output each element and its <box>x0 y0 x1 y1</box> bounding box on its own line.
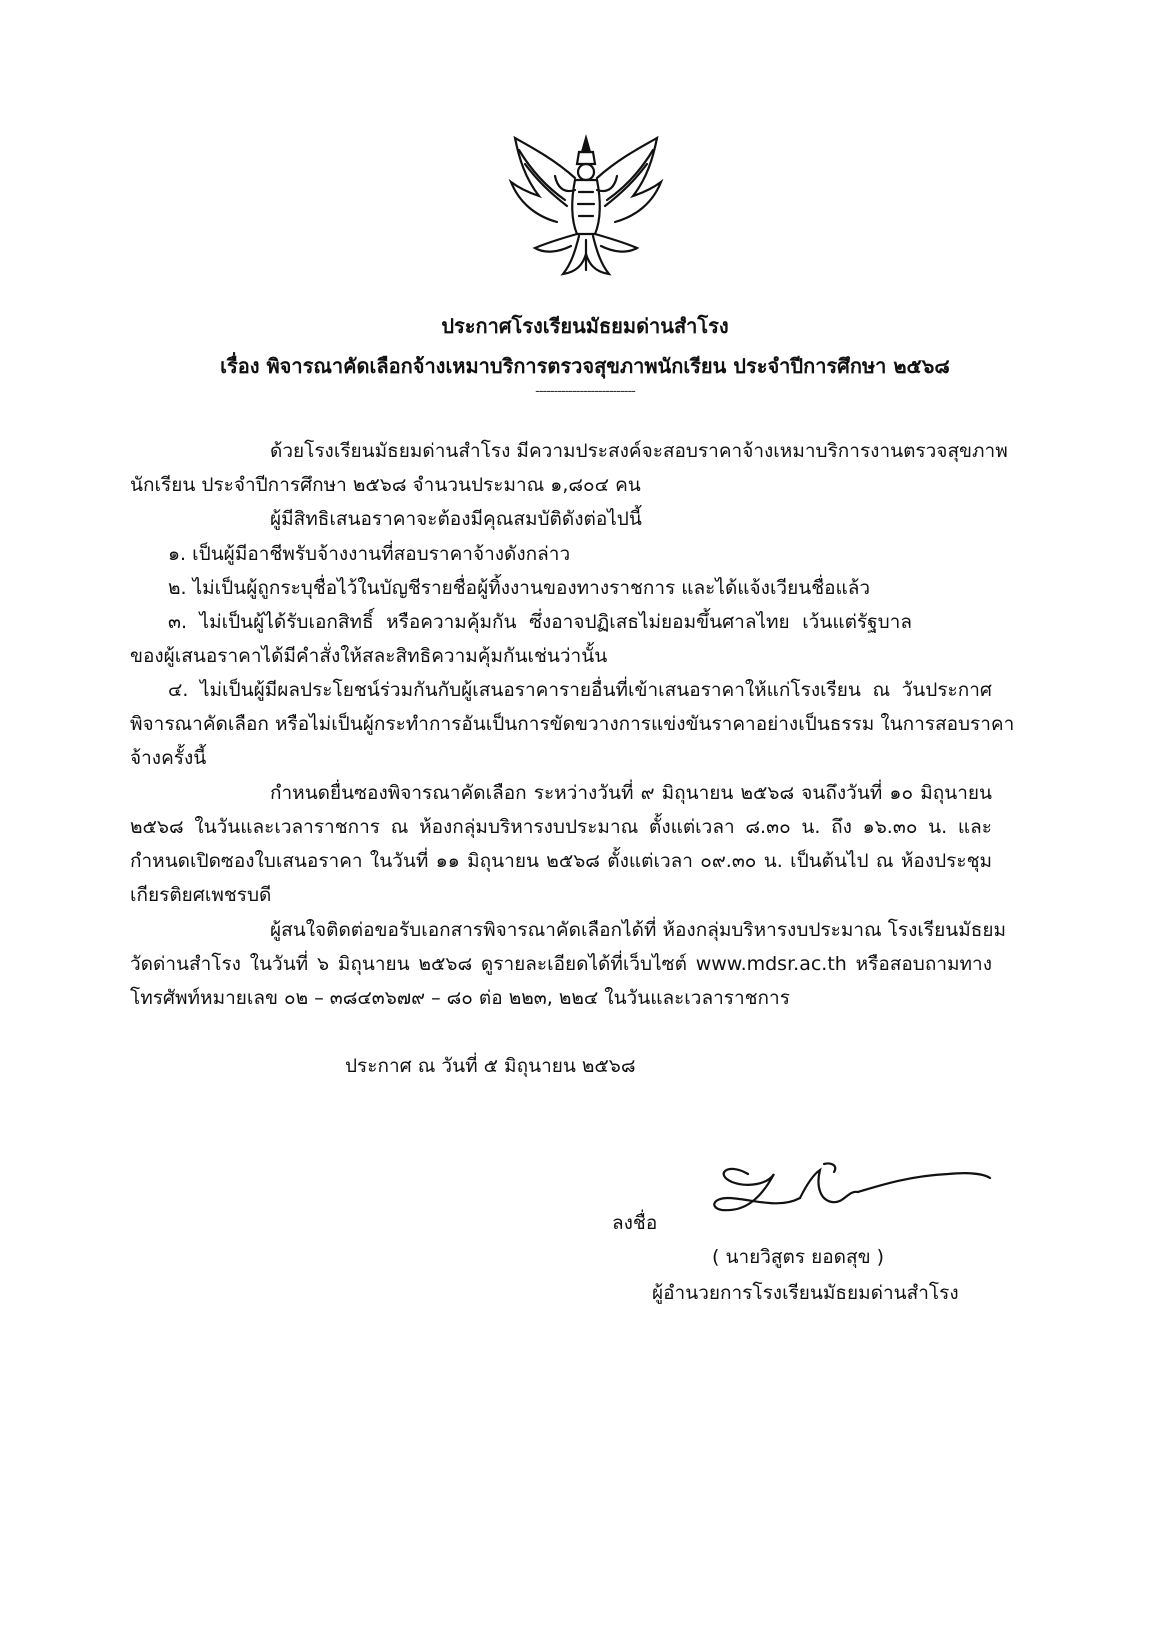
qualification-item-2: ๒. ไม่เป็นผู้ถูกระบุชื่อไว้ในบัญชีรายชื่อผู้ทิ้งงานของทางราชการ และได้แจ้งเวียนชื่อแล้ว <box>168 577 871 599</box>
paragraph-3-line-3: กำหนดเปิดซองใบเสนอราคา ในวันที่ ๑๑ มิถุนายน ๒๕๖๘ ตั้งแต่เวลา ๐๙.๓๐ น. เป็นต้นไป ณ ห้องประชุม <box>130 850 992 872</box>
announcement-subject: เรื่อง พิจารณาคัดเลือกจ้างเหมาบริการตรวจสุขภาพนักเรียน ประจำปีการศึกษา ๒๕๖๘ <box>220 354 950 378</box>
paragraph-1-line-1: ด้วยโรงเรียนมัธยมด่านสำโรง มีความประสงค์จะสอบราคาจ้างเหมาบริการงานตรวจสุขภาพ <box>270 440 1008 462</box>
paragraph-1-line-2: นักเรียน ประจำปีการศึกษา ๒๕๖๘ จำนวนประมาณ ๑,๘๐๔ คน <box>130 474 641 496</box>
handwritten-signature <box>708 1160 1008 1240</box>
announcement-title: ประกาศโรงเรียนมัธยมด่านสำโรง <box>441 314 729 338</box>
paragraph-3-line-1: กำหนดยื่นซองพิจารณาคัดเลือก ระหว่างวันที่ ๙ มิถุนายน ๒๕๖๘ จนถึงวันที่ ๑๐ มิถุนายน <box>270 782 992 804</box>
qualification-item-4-line-1: ๔. ไม่เป็นผู้มีผลประโยชน์ร่วมกันกับผู้เสนอราคารายอื่นที่เข้าเสนอราคาให้แก่โรงเรียน ณ วันประกาศ <box>168 679 992 701</box>
signer-position: ผู้อำนวยการโรงเรียนมัธยมด่านสำโรง <box>652 1282 959 1304</box>
paragraph-4-line-3: โทรศัพท์หมายเลข ๐๒ – ๓๘๔๓๖๗๙ – ๘๐ ต่อ ๒๒๓, ๒๒๔ ในวันและเวลาราชการ <box>130 987 790 1009</box>
paragraph-3-line-4: เกียรติยศเพชรบดี <box>130 884 272 906</box>
sign-label: ลงชื่อ <box>612 1212 658 1234</box>
paragraph-4-line-2: วัดด่านสำโรง ในวันที่ ๖ มิถุนายน ๒๕๖๘ ดูรายละเอียดได้ที่เว็บไซต์ www.mdsr.ac.th หรือสอบถามทาง <box>130 953 992 975</box>
qualification-item-4-line-3: จ้างครั้งนี้ <box>130 747 207 769</box>
garuda-emblem-icon <box>505 130 667 282</box>
announce-date: ประกาศ ณ วันที่ ๕ มิถุนายน ๒๕๖๘ <box>345 1055 636 1077</box>
paragraph-3-line-2: ๒๕๖๘ ในวันและเวลาราชการ ณ ห้องกลุ่มบริหารงบประมาณ ตั้งแต่เวลา ๘.๓๐ น. ถึง ๑๖.๓๐ น. และ <box>130 816 992 838</box>
title-separator: --------------------------- <box>535 384 635 399</box>
qualification-item-4-line-2: พิจารณาคัดเลือก หรือไม่เป็นผู้กระทำการอันเป็นการขัดขวางการแข่งขันราคาอย่างเป็นธรรม ในการสอบราคา <box>130 713 1015 735</box>
signer-name: ( นายวิสูตร ยอดสุข ) <box>712 1246 885 1268</box>
paragraph-4-line-1: ผู้สนใจติดต่อขอรับเอกสารพิจารณาคัดเลือกได้ที่ ห้องกลุ่มบริหารงบประมาณ โรงเรียนมัธยม <box>270 919 1006 941</box>
qualification-item-3-line-2: ของผู้เสนอราคาได้มีคำสั่งให้สละสิทธิความคุ้มกันเช่นว่านั้น <box>130 645 608 667</box>
qualification-item-1: ๑. เป็นผู้มีอาชีพรับจ้างงานที่สอบราคาจ้างดังกล่าว <box>168 543 571 565</box>
qualification-item-3-line-1: ๓. ไม่เป็นผู้ได้รับเอกสิทธิ์ หรือความคุ้มกัน ซึ่งอาจปฏิเสธไม่ยอมขึ้นศาลไทย เว้นแต่รัฐบาล <box>168 611 912 633</box>
paragraph-2: ผู้มีสิทธิเสนอราคาจะต้องมีคุณสมบัติดังต่อไปนี้ <box>270 508 642 530</box>
